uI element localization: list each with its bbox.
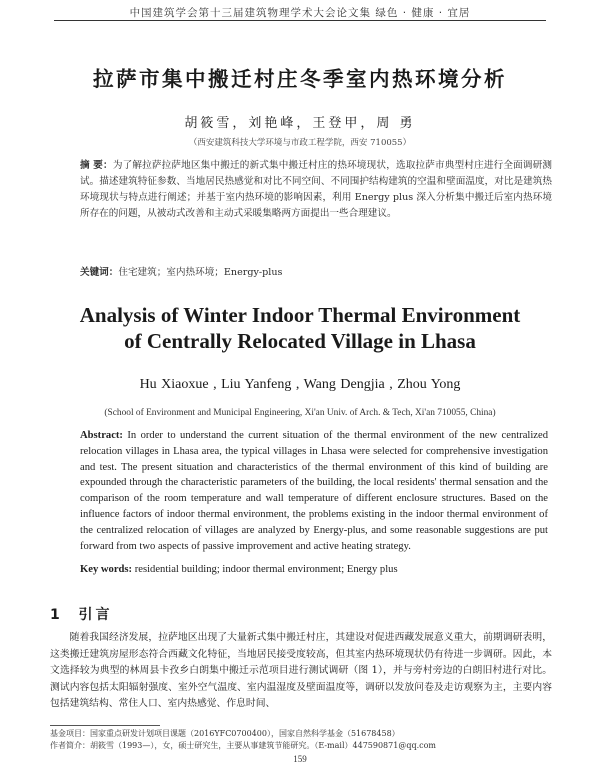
footnote-funding: 基金项目：国家重点研发计划项目课题（2016YFC0700400），国家自然科学基金（51678458） [50, 729, 400, 738]
english-title-line1: Analysis of Winter Indoor Thermal Environment [79, 303, 521, 327]
footnote-rule [50, 725, 160, 726]
chinese-keywords [80, 264, 552, 278]
chinese-authors: 胡筱雪，刘艳峰，王登甲，周 勇 [184, 116, 416, 131]
english-keywords-label: Key words: [80, 564, 133, 575]
english-title [30, 302, 570, 354]
english-authors: Hu Xiaoxue , Liu Yanfeng , Wang Dengjia , Zhou Yong [139, 377, 461, 392]
chinese-abstract-label: 摘 要： [80, 160, 113, 171]
english-title-line2: of Centrally Relocated Village in Lhasa [124, 329, 476, 353]
footnotes [50, 728, 552, 752]
running-header: 中国建筑学会第十三届建筑物理学术大会论文集 绿色 · 健康 · 宜居 [129, 7, 471, 19]
english-keywords-text: residential building; indoor thermal environment; Energy plus [134, 564, 398, 575]
english-keywords [80, 564, 548, 575]
section-number: 1 [50, 607, 63, 623]
chinese-abstract [80, 158, 552, 222]
chinese-affiliation: （西安建筑科技大学环境与市政工程学院，西安 710055） [188, 138, 412, 148]
chinese-keywords-text: 住宅建筑；室内热环境；Energy-plus [118, 267, 283, 278]
header-rule [54, 20, 546, 21]
english-affiliation: (School of Environment and Municipal Engineering, Xi'an Univ. of Arch. & Tech, Xi'an 710055, China) [104, 408, 496, 418]
introduction-paragraph: 随着我国经济发展，拉萨地区出现了大量新式集中搬迁村庄，其建设对促进西藏发展意义重大，前期调研表明，这类搬迁建筑房屋形态符合西藏文化特征，当地居民接受度较高，但其室内热环境现状仍有待进一步调研。因此，本文选择较为典型的林周县卡孜乡白朗集中搬迁示范项目进行测试调研（图 1），并与旁村旁边的白朗旧村进行对比。测试内容包括太阳辐射强度、室外空气温度、室内温湿度及壁面温度等，调研以发放问卷及走访观察为主，主要内容包括建筑结构、常住人口、室内热感觉、作息时间、 [50, 632, 552, 709]
section-heading-introduction [50, 604, 113, 624]
english-abstract-text: In order to understand the current situation of the thermal environment of the new centralized relocation villages in Lhasa area, the typical villages in Lhasa were selected for comprehensive investigation and test. The present situation and characteristics of the thermal environment of this kind of building are expounded through the characteristic parameters of the building, the local residents' thermal sensation and the comparison of the room temperature and wall temperature of different enclosure structures. Based on the influence factors of indoor thermal environment, the problems existing in the indoor thermal environment of the centralized relocation of villages are analyzed by Energy-plus, and some reasonable suggestions are put forward from two aspects of passive improvement and active heating strategy. [80, 430, 548, 552]
page-number: 159 [293, 754, 307, 764]
chinese-keywords-label: 关键词： [80, 267, 119, 278]
footnote-author-bio: 作者简介：胡筱雪（1993—），女，硕士研究生，主要从事建筑节能研究。（E-mail）447590871@qq.com [50, 741, 436, 750]
english-abstract [80, 428, 548, 554]
chinese-abstract-text: 为了解拉萨拉萨地区集中搬迁的新式集中搬迁村庄的热环境现状，选取拉萨市典型村庄进行全面调研测试。描述建筑特征参数、当地居民热感觉和对比不同空间、不同围护结构建筑的空温和壁面温度，对比是建筑热环境现状与特点进行阐述；并基于室内热环境的影响因素，利用 Energy plus 深入分析集中搬迁后室内热环境所存在的问题，从被动式改善和主动式采暖集略两方面提出一些合理建议。 [80, 160, 553, 219]
chinese-title: 拉萨市集中搬迁村庄冬季室内热环境分析 [93, 67, 507, 91]
section-title: 引言 [78, 607, 113, 623]
english-abstract-label: Abstract: [80, 430, 123, 441]
